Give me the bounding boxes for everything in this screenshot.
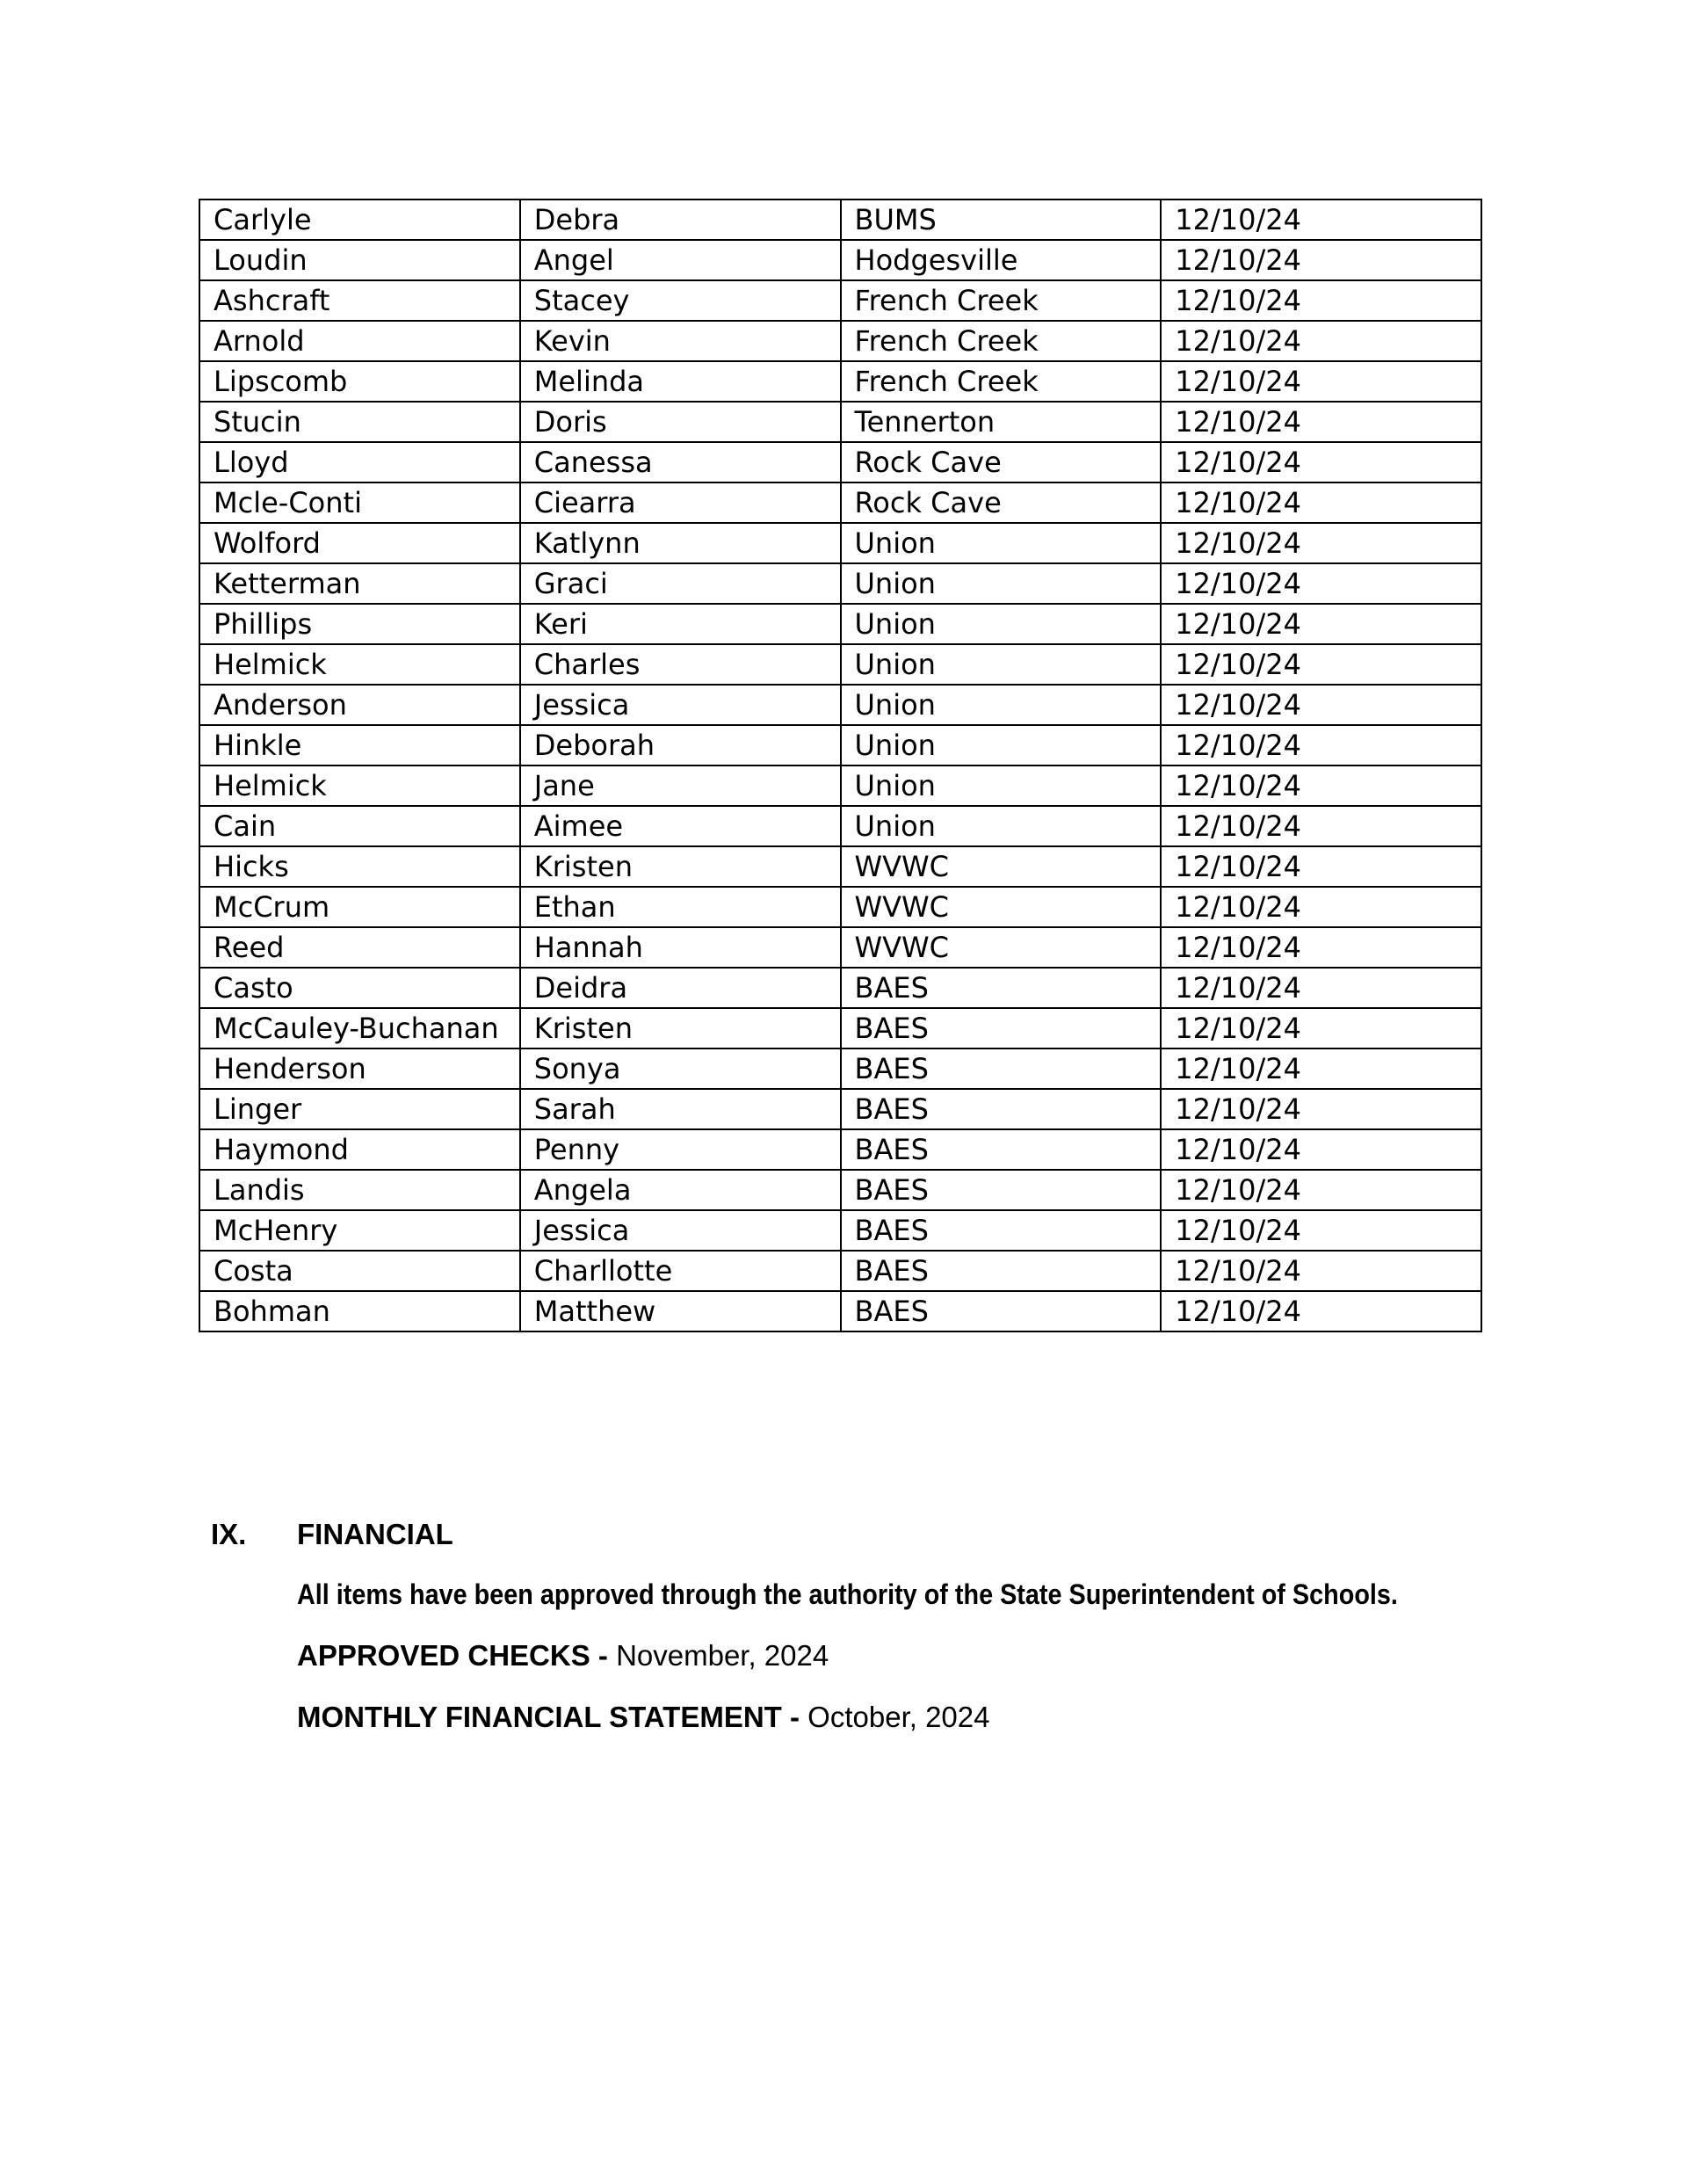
approved-checks-label: APPROVED CHECKS -	[297, 1639, 608, 1672]
date-cell: 12/10/24	[1161, 604, 1481, 644]
monthly-statement-label: MONTHLY FINANCIAL STATEMENT -	[297, 1701, 800, 1733]
date-cell: 12/10/24	[1161, 1129, 1481, 1170]
roster-table-body	[199, 200, 1481, 1331]
location-cell: BAES	[841, 968, 1162, 1008]
roster-table	[199, 199, 1482, 1332]
last-name-cell: Hicks	[199, 846, 520, 887]
table-row	[199, 1170, 1481, 1210]
table-row	[199, 442, 1481, 483]
section-heading	[211, 1517, 1485, 1552]
last-name-cell: Carlyle	[199, 200, 520, 240]
table-row	[199, 725, 1481, 765]
location-cell: BUMS	[841, 200, 1162, 240]
location-cell: Union	[841, 523, 1162, 563]
first-name-cell: Jane	[520, 765, 841, 806]
table-row	[199, 806, 1481, 846]
first-name-cell: Canessa	[520, 442, 841, 483]
date-cell: 12/10/24	[1161, 1008, 1481, 1048]
first-name-cell: Keri	[520, 604, 841, 644]
last-name-cell: Stucin	[199, 402, 520, 442]
date-cell: 12/10/24	[1161, 1048, 1481, 1089]
last-name-cell: Landis	[199, 1170, 520, 1210]
monthly-statement-line	[297, 1700, 1485, 1735]
date-cell: 12/10/24	[1161, 927, 1481, 968]
date-cell: 12/10/24	[1161, 765, 1481, 806]
first-name-cell: Sonya	[520, 1048, 841, 1089]
last-name-cell: McCrum	[199, 887, 520, 927]
date-cell: 12/10/24	[1161, 685, 1481, 725]
location-cell: BAES	[841, 1089, 1162, 1129]
location-cell: Tennerton	[841, 402, 1162, 442]
last-name-cell: Mcle-Conti	[199, 483, 520, 523]
table-row	[199, 402, 1481, 442]
date-cell: 12/10/24	[1161, 1089, 1481, 1129]
table-row	[199, 1048, 1481, 1089]
first-name-cell: Deidra	[520, 968, 841, 1008]
first-name-cell: Jessica	[520, 1210, 841, 1251]
location-cell: Hodgesville	[841, 240, 1162, 280]
section-number: IX.	[211, 1518, 247, 1550]
last-name-cell: McCauley-Buchanan	[199, 1008, 520, 1048]
first-name-cell: Kristen	[520, 846, 841, 887]
first-name-cell: Kevin	[520, 321, 841, 361]
table-row	[199, 968, 1481, 1008]
table-row	[199, 765, 1481, 806]
first-name-cell: Ciearra	[520, 483, 841, 523]
first-name-cell: Melinda	[520, 361, 841, 402]
location-cell: Union	[841, 604, 1162, 644]
date-cell: 12/10/24	[1161, 968, 1481, 1008]
location-cell: Union	[841, 563, 1162, 604]
location-cell: BAES	[841, 1170, 1162, 1210]
first-name-cell: Katlynn	[520, 523, 841, 563]
last-name-cell: Cain	[199, 806, 520, 846]
date-cell: 12/10/24	[1161, 321, 1481, 361]
table-row	[199, 846, 1481, 887]
first-name-cell: Hannah	[520, 927, 841, 968]
location-cell: WVWC	[841, 846, 1162, 887]
table-row	[199, 523, 1481, 563]
date-cell: 12/10/24	[1161, 563, 1481, 604]
date-cell: 12/10/24	[1161, 402, 1481, 442]
table-row	[199, 563, 1481, 604]
first-name-cell: Jessica	[520, 685, 841, 725]
table-row	[199, 200, 1481, 240]
table-row	[199, 1089, 1481, 1129]
first-name-cell: Sarah	[520, 1089, 841, 1129]
location-cell: WVWC	[841, 927, 1162, 968]
approved-checks-line	[297, 1638, 1485, 1673]
table-row	[199, 1210, 1481, 1251]
location-cell: WVWC	[841, 887, 1162, 927]
table-row	[199, 887, 1481, 927]
location-cell: Union	[841, 725, 1162, 765]
location-cell: BAES	[841, 1251, 1162, 1291]
date-cell: 12/10/24	[1161, 725, 1481, 765]
last-name-cell: Helmick	[199, 644, 520, 685]
last-name-cell: Arnold	[199, 321, 520, 361]
last-name-cell: Helmick	[199, 765, 520, 806]
date-cell: 12/10/24	[1161, 1210, 1481, 1251]
date-cell: 12/10/24	[1161, 200, 1481, 240]
last-name-cell: Casto	[199, 968, 520, 1008]
location-cell: Rock Cave	[841, 483, 1162, 523]
approved-checks-value: November, 2024	[616, 1639, 829, 1672]
table-row	[199, 361, 1481, 402]
location-cell: Rock Cave	[841, 442, 1162, 483]
date-cell: 12/10/24	[1161, 806, 1481, 846]
table-row	[199, 1129, 1481, 1170]
table-row	[199, 483, 1481, 523]
date-cell: 12/10/24	[1161, 361, 1481, 402]
date-cell: 12/10/24	[1161, 644, 1481, 685]
last-name-cell: Linger	[199, 1089, 520, 1129]
section-body	[297, 1577, 1485, 1735]
location-cell: French Creek	[841, 321, 1162, 361]
date-cell: 12/10/24	[1161, 240, 1481, 280]
location-cell: BAES	[841, 1210, 1162, 1251]
last-name-cell: Lloyd	[199, 442, 520, 483]
location-cell: BAES	[841, 1129, 1162, 1170]
date-cell: 12/10/24	[1161, 846, 1481, 887]
last-name-cell: Reed	[199, 927, 520, 968]
last-name-cell: Phillips	[199, 604, 520, 644]
date-cell: 12/10/24	[1161, 887, 1481, 927]
last-name-cell: Ketterman	[199, 563, 520, 604]
first-name-cell: Ethan	[520, 887, 841, 927]
location-cell: Union	[841, 765, 1162, 806]
date-cell: 12/10/24	[1161, 1170, 1481, 1210]
first-name-cell: Penny	[520, 1129, 841, 1170]
location-cell: French Creek	[841, 280, 1162, 321]
date-cell: 12/10/24	[1161, 1251, 1481, 1291]
table-row	[199, 927, 1481, 968]
table-row	[199, 685, 1481, 725]
table-row	[199, 644, 1481, 685]
table-row	[199, 321, 1481, 361]
financial-section	[211, 1517, 1485, 1735]
first-name-cell: Deborah	[520, 725, 841, 765]
first-name-cell: Angel	[520, 240, 841, 280]
table-row	[199, 280, 1481, 321]
location-cell: French Creek	[841, 361, 1162, 402]
table-row	[199, 604, 1481, 644]
authority-note: All items have been approved through the authority of the State Superintendent of Schools.	[297, 1578, 1398, 1610]
date-cell: 12/10/24	[1161, 280, 1481, 321]
last-name-cell: McHenry	[199, 1210, 520, 1251]
location-cell: BAES	[841, 1008, 1162, 1048]
first-name-cell: Doris	[520, 402, 841, 442]
date-cell: 12/10/24	[1161, 483, 1481, 523]
last-name-cell: Wolford	[199, 523, 520, 563]
first-name-cell: Aimee	[520, 806, 841, 846]
table-row	[199, 1291, 1481, 1331]
table-row	[199, 1251, 1481, 1291]
last-name-cell: Haymond	[199, 1129, 520, 1170]
date-cell: 12/10/24	[1161, 1291, 1481, 1331]
first-name-cell: Kristen	[520, 1008, 841, 1048]
date-cell: 12/10/24	[1161, 523, 1481, 563]
table-row	[199, 1008, 1481, 1048]
last-name-cell: Loudin	[199, 240, 520, 280]
location-cell: BAES	[841, 1048, 1162, 1089]
last-name-cell: Henderson	[199, 1048, 520, 1089]
first-name-cell: Stacey	[520, 280, 841, 321]
first-name-cell: Graci	[520, 563, 841, 604]
last-name-cell: Anderson	[199, 685, 520, 725]
last-name-cell: Bohman	[199, 1291, 520, 1331]
location-cell: Union	[841, 644, 1162, 685]
table-row	[199, 240, 1481, 280]
date-cell: 12/10/24	[1161, 442, 1481, 483]
last-name-cell: Ashcraft	[199, 280, 520, 321]
first-name-cell: Matthew	[520, 1291, 841, 1331]
monthly-statement-value: October, 2024	[807, 1701, 990, 1733]
last-name-cell: Costa	[199, 1251, 520, 1291]
first-name-cell: Charles	[520, 644, 841, 685]
location-cell: Union	[841, 685, 1162, 725]
last-name-cell: Hinkle	[199, 725, 520, 765]
location-cell: BAES	[841, 1291, 1162, 1331]
last-name-cell: Lipscomb	[199, 361, 520, 402]
first-name-cell: Debra	[520, 200, 841, 240]
first-name-cell: Angela	[520, 1170, 841, 1210]
first-name-cell: Charllotte	[520, 1251, 841, 1291]
section-title: FINANCIAL	[297, 1518, 453, 1550]
location-cell: Union	[841, 806, 1162, 846]
